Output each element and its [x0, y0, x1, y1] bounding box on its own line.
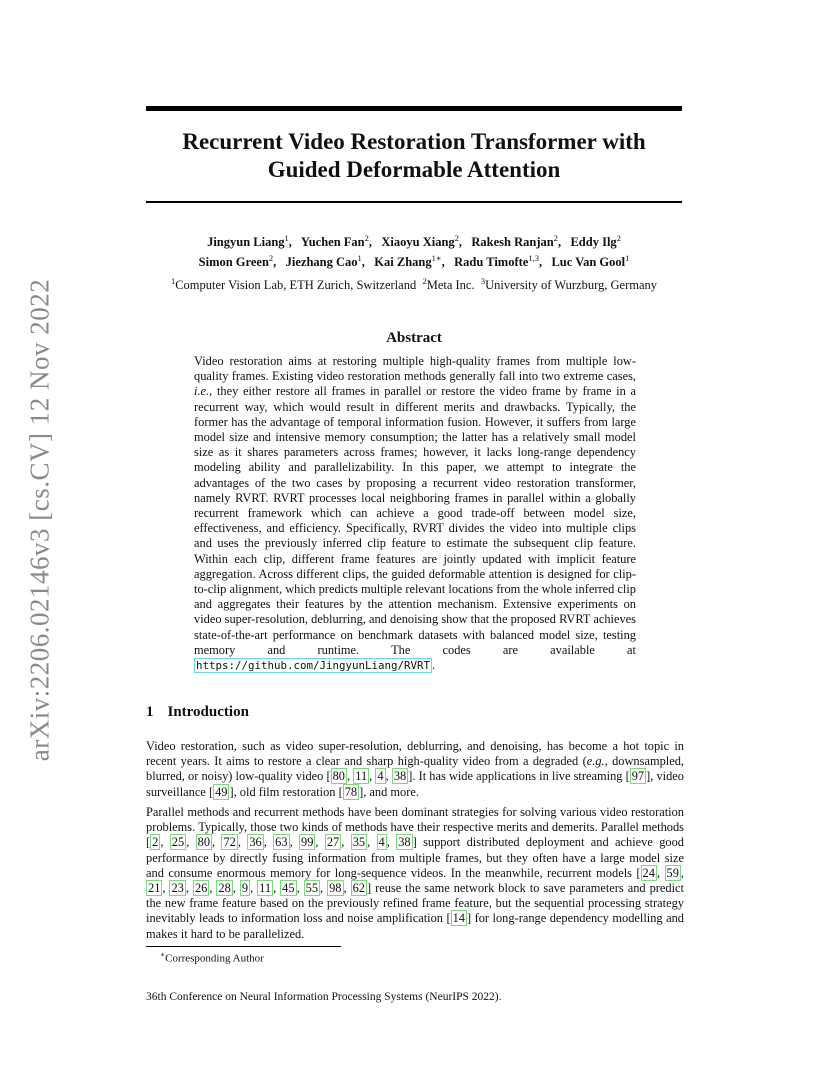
- paper-title: [146, 128, 682, 184]
- author-affiliation-mark: 2: [268, 253, 274, 264]
- footnote-text: Corresponding Author: [165, 952, 264, 965]
- author-affiliation-mark: 2: [364, 233, 369, 243]
- abstract-body: [194, 354, 636, 673]
- citation-link[interactable]: 55: [305, 881, 319, 896]
- citation-link[interactable]: 25: [171, 835, 185, 850]
- author-affiliation-mark: 2: [616, 233, 621, 243]
- citation-link[interactable]: 24: [642, 865, 655, 880]
- citation-link[interactable]: 4: [378, 835, 385, 850]
- citation-link[interactable]: 23: [171, 881, 184, 896]
- code-link[interactable]: https://github.com/JingyunLiang/RVRT: [196, 659, 431, 673]
- author-line-1: Jingyun Liang$^1$, Yuchen Fan$^2$, Xiaoyu Xiang$^2$, Rakesh Ranjan$^2$, Eddy Ilg$^2$: [207, 233, 621, 250]
- citation-link[interactable]: 28: [218, 881, 231, 896]
- citation-link[interactable]: 2: [152, 835, 159, 850]
- author-line-2: Simon Green$^2$, Jiezhang Cao$^1$, Kai Zhang$^{1∗}$, Radu Timofte$^{1,3}$, Luc Van Gool$^1$: [198, 253, 630, 270]
- citation-link[interactable]: 14: [452, 911, 465, 926]
- section-heading: [146, 704, 249, 721]
- author-name: Radu Timofte: [454, 255, 529, 270]
- citation-link[interactable]: 80: [332, 769, 345, 784]
- author-affiliation-mark: 2: [553, 233, 558, 243]
- author-name: Eddy Ilg: [570, 235, 617, 250]
- citation-link[interactable]: 36: [249, 835, 262, 850]
- author-name: Jingyun Liang: [207, 235, 285, 250]
- author-affiliation-mark: 1,3: [528, 253, 539, 264]
- citation-link[interactable]: 26: [194, 881, 208, 896]
- citation-link[interactable]: 38: [393, 769, 407, 784]
- citation-link[interactable]: 38: [398, 835, 411, 850]
- conference-note: 36th Conference on Neural Information Processing Systems (NeurIPS 2022).: [146, 991, 502, 1003]
- intro-paragraph-1: Video restoration, such as video super-resolution, deblurring, and denoising, has become a hot topic in recent years. It aims to restore a clear and sharp high-quality video from a degraded (e.g., downsampled, blurred, or noisy) low-quality video [ 80 , 11 , 4 , 38 ]. It has wide applications in live streaming [ 97 ], video surveillance [ 49 ], old film restoration [ 78 ], and more.: [146, 739, 685, 799]
- citation-link[interactable]: 49: [215, 784, 228, 799]
- affiliation-text: Computer Vision Lab, ETH Zurich, Switzerland: [175, 278, 417, 293]
- affiliation-text: University of Wurzburg, Germany: [485, 278, 658, 293]
- author-affiliation-mark: 1: [357, 253, 362, 264]
- citation-link[interactable]: 27: [326, 835, 340, 850]
- author-affiliation-mark: 2: [454, 233, 459, 243]
- affiliations: [120, 276, 708, 293]
- arxiv-identifier: [20, 280, 60, 760]
- section-title: Introduction: [167, 704, 249, 720]
- title-rule-bottom: [146, 201, 682, 203]
- citation-link[interactable]: 97: [631, 769, 645, 784]
- citation-link[interactable]: 45: [282, 881, 295, 896]
- abstract-period: .: [432, 658, 436, 673]
- italic-text: e.g.: [586, 754, 605, 769]
- author-name: Simon Green: [198, 255, 269, 270]
- intro-paragraph-2: Parallel methods and recurrent methods have been dominant strategies for solving various video restoration problems. Typically, those two kinds of methods have their respective merits and demerits. Parallel methods [ 2 , 25 , 80 , 72 , 36 , 63 , 99 , 27 , 35 , 4 , 38 ] support distributed deployment and achieve good performance by directly fusing information from multiple frames, but they often have a large model size and consume enormous memory for long-sequence videos. In the meanwhile, recurrent models [ 24 , 59 , 21 , 23 , 26 , 28 , 9 , 11 , 45 , 55 , 98 , 62 ] reuse the same network block to save parameters and predict the new frame feature based on the previously refined frame feature, but the sequential processing strategy inevitably leads to information loss and noise amplification [ 14 ] for long-range dependency modelling and makes it hard to be parallelized.: [146, 805, 684, 941]
- author-affiliation-mark: 1: [625, 253, 630, 264]
- author-name: Jiezhang Cao: [285, 255, 358, 270]
- citation-link[interactable]: 59: [666, 865, 679, 880]
- author-list: [146, 230, 682, 270]
- paper-title-line-2: Guided Deformable Attention: [267, 157, 561, 182]
- citation-link[interactable]: 4: [377, 769, 384, 784]
- paper-title-line-1: Recurrent Video Restoration Transformer with: [182, 129, 646, 154]
- affiliation-mark: 1: [170, 276, 176, 286]
- citation-link[interactable]: 11: [355, 769, 368, 784]
- title-rule-top: [146, 106, 682, 111]
- citation-link[interactable]: 62: [352, 881, 365, 896]
- citation-link[interactable]: 11: [259, 881, 272, 896]
- arxiv-identifier-text: arXiv:2206.02146v3 [cs.CV] 12 Nov 2022: [24, 278, 55, 762]
- citation-link[interactable]: 80: [197, 835, 211, 850]
- citation-link[interactable]: 99: [301, 835, 314, 850]
- author-affiliation-mark: 1∗: [431, 253, 442, 264]
- footnote-mark: ∗: [160, 950, 166, 959]
- abstract-text: Video restoration aims at restoring multiple high-quality frames from multiple low-quality frames. Existing video restoration methods generally fall into two extreme cases, i.e., they either restore all frames in parallel or restore the video frame by frame in a recurrent way, which would result in different merits and drawbacks. Typically, the former has the advantage of temporal information fusion. However, it suffers from large model size and intensive memory consumption; the latter has a relatively small model size as it shares parameters across frames; however, it lacks long-range dependency modeling ability and parallelizability. In this paper, we attempt to integrate the advantages of the two cases by proposing a recurrent video restoration transformer, namely RVRT. RVRT processes local neighboring frames in parallel within a globally recurrent framework which can achieve a good trade-off between model size, effectiveness, and efficiency. Specifically, RVRT divides the video into multiple clips and uses the previously inferred clip feature to estimate the subsequent clip feature. Within each clip, different frame features are jointly updated with implicit feature aggregation. Across different clips, the guided deformable attention is designed for clip-to-clip alignment, which predicts multiple relevant locations from the whole inferred clip and aggregates their features by the attention mechanism. Extensive experiments on video super-resolution, deblurring, and denoising show that the proposed RVRT achieves state-of-the-art performance on benchmark datasets with balanced model size, testing memory and runtime. The codes are available at: [194, 354, 636, 657]
- section-number: 1: [146, 704, 154, 720]
- citation-link[interactable]: 21: [148, 881, 161, 896]
- author-name: Luc Van Gool: [551, 255, 626, 270]
- affiliation-mark: 2: [422, 276, 427, 286]
- citation-link[interactable]: 9: [241, 881, 249, 896]
- footnote-rule: [146, 946, 341, 947]
- author-name: Kai Zhang: [374, 255, 432, 270]
- author-name: Yuchen Fan: [300, 235, 365, 250]
- affiliation-text: Meta Inc.: [426, 278, 475, 293]
- citation-link[interactable]: 63: [275, 835, 288, 850]
- affiliation-mark: 3: [480, 276, 486, 286]
- citation-link[interactable]: 98: [329, 881, 342, 896]
- citation-link[interactable]: 72: [223, 835, 236, 850]
- author-affiliation-mark: 1: [284, 233, 289, 243]
- citation-link[interactable]: 35: [352, 835, 366, 850]
- author-name: Rakesh Ranjan: [471, 235, 554, 250]
- abstract-heading: Abstract: [386, 330, 442, 346]
- author-name: Xiaoyu Xiang: [381, 235, 455, 250]
- abstract-italic: i.e.: [194, 384, 210, 399]
- citation-link[interactable]: 78: [344, 784, 358, 799]
- footnote: [160, 950, 264, 965]
